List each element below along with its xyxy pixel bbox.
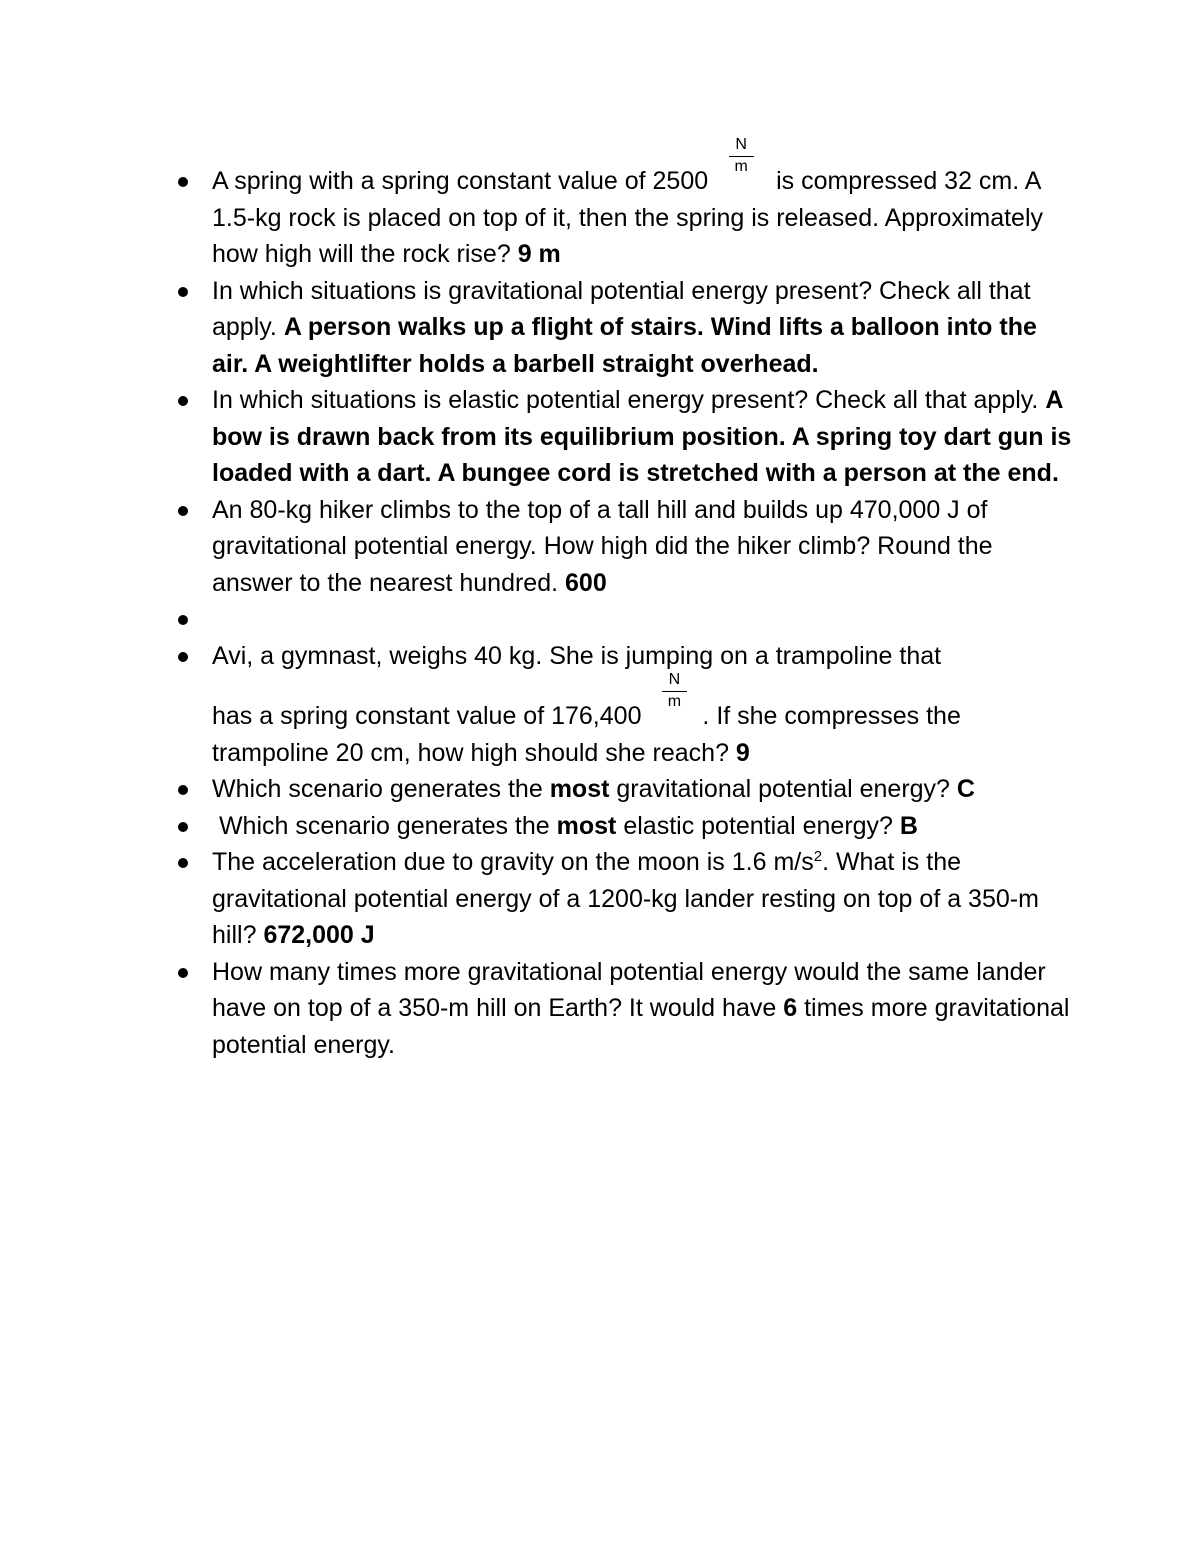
question-text: . What is the gravitational potential energy of a 1200-kg lander resting on top of a 350-m hill? [212,848,1039,949]
question-text: has a spring constant value of 176,400 [212,702,642,730]
question-text: elastic potential energy? [623,811,893,840]
answer-text: 6 [783,994,798,1022]
bullet-icon [178,822,188,832]
exponent: 2 [813,848,823,865]
fraction-bar [662,691,687,692]
list-item [175,638,1075,772]
bullet-icon [178,968,188,978]
unit-fraction [654,671,694,724]
question-text: is compressed 32 cm. A 1.5-kg rock is placed on top of it, then the spring is released. Approximately how high will the rock rise? [212,167,1044,268]
unit-denominator: m [667,693,682,710]
question-text: Which scenario generates the [212,775,543,803]
bullet-icon [178,785,188,795]
list-item [175,954,1075,1064]
emphasis-text: most [549,775,610,803]
answer-text: 600 [565,568,607,597]
bullet-icon [178,652,188,662]
bullet-icon [178,177,188,187]
unit-numerator: N [735,136,747,153]
answer-text: 9 m [517,240,561,268]
answer-text: 672,000 J [263,921,375,949]
answer-text: A bow is drawn back from its equilibrium position. A spring toy dart gun is loaded with a dart. A bungee cord is stretched with a person at the end. [212,386,1072,487]
list-item [175,273,1075,383]
emphasis-text: most [556,811,617,840]
question-text: How many times more gravitational potential energy would the same lander have on top of a 350-m hill on Earth? It would have [212,957,1046,1022]
question-text: A spring with a spring constant value of 2500 [212,167,709,195]
bullet-icon [178,506,188,516]
bullet-icon [178,858,188,868]
list-item [175,492,1075,602]
bullet-icon [178,287,188,297]
answer-text: A person walks up a flight of stairs. Wind lifts a balloon into the air. A weightlifter holds a barbell straight overhead. [212,313,1037,378]
question-text: gravitational potential energy? [616,775,950,803]
question-text: The acceleration due to gravity on the moon is 1.6 m/s [212,848,814,876]
fraction-bar [729,156,754,157]
list-item [175,771,1075,808]
bullet-icon [178,615,188,625]
question-text: In which situations is elastic potential energy present? Check all that apply. [212,386,1039,414]
question-text: times more gravitational potential energy. [212,994,1070,1059]
list-item [175,844,1075,954]
list-item [175,382,1075,492]
question-continuation [212,671,1075,771]
answer-text: B [899,811,918,840]
question-text: In which situations is gravitational potential energy present? Check all that apply. [212,276,1031,341]
unit-fraction [721,136,761,189]
question-text: . If she compresses the trampoline 20 cm, how high should she reach? [212,702,961,767]
list-item [175,136,1075,273]
list-item [175,808,1075,845]
unit-numerator: N [668,671,681,688]
answer-text: C [956,775,975,803]
list-item-empty [175,601,1075,638]
question-answer-list [175,136,1075,1063]
question-text: Avi, a gymnast, weighs 40 kg. She is jumping on a trampoline that [212,641,942,670]
question-text: Which scenario generates the [218,811,550,840]
answer-text: 9 [735,738,750,767]
unit-denominator: m [734,158,748,175]
question-text: An 80-kg hiker climbs to the top of a tall hill and builds up 470,000 J of gravitational potential energy. How high did the hiker climb? Round the answer to the nearest hundred. [212,495,993,597]
bullet-icon [178,396,188,406]
